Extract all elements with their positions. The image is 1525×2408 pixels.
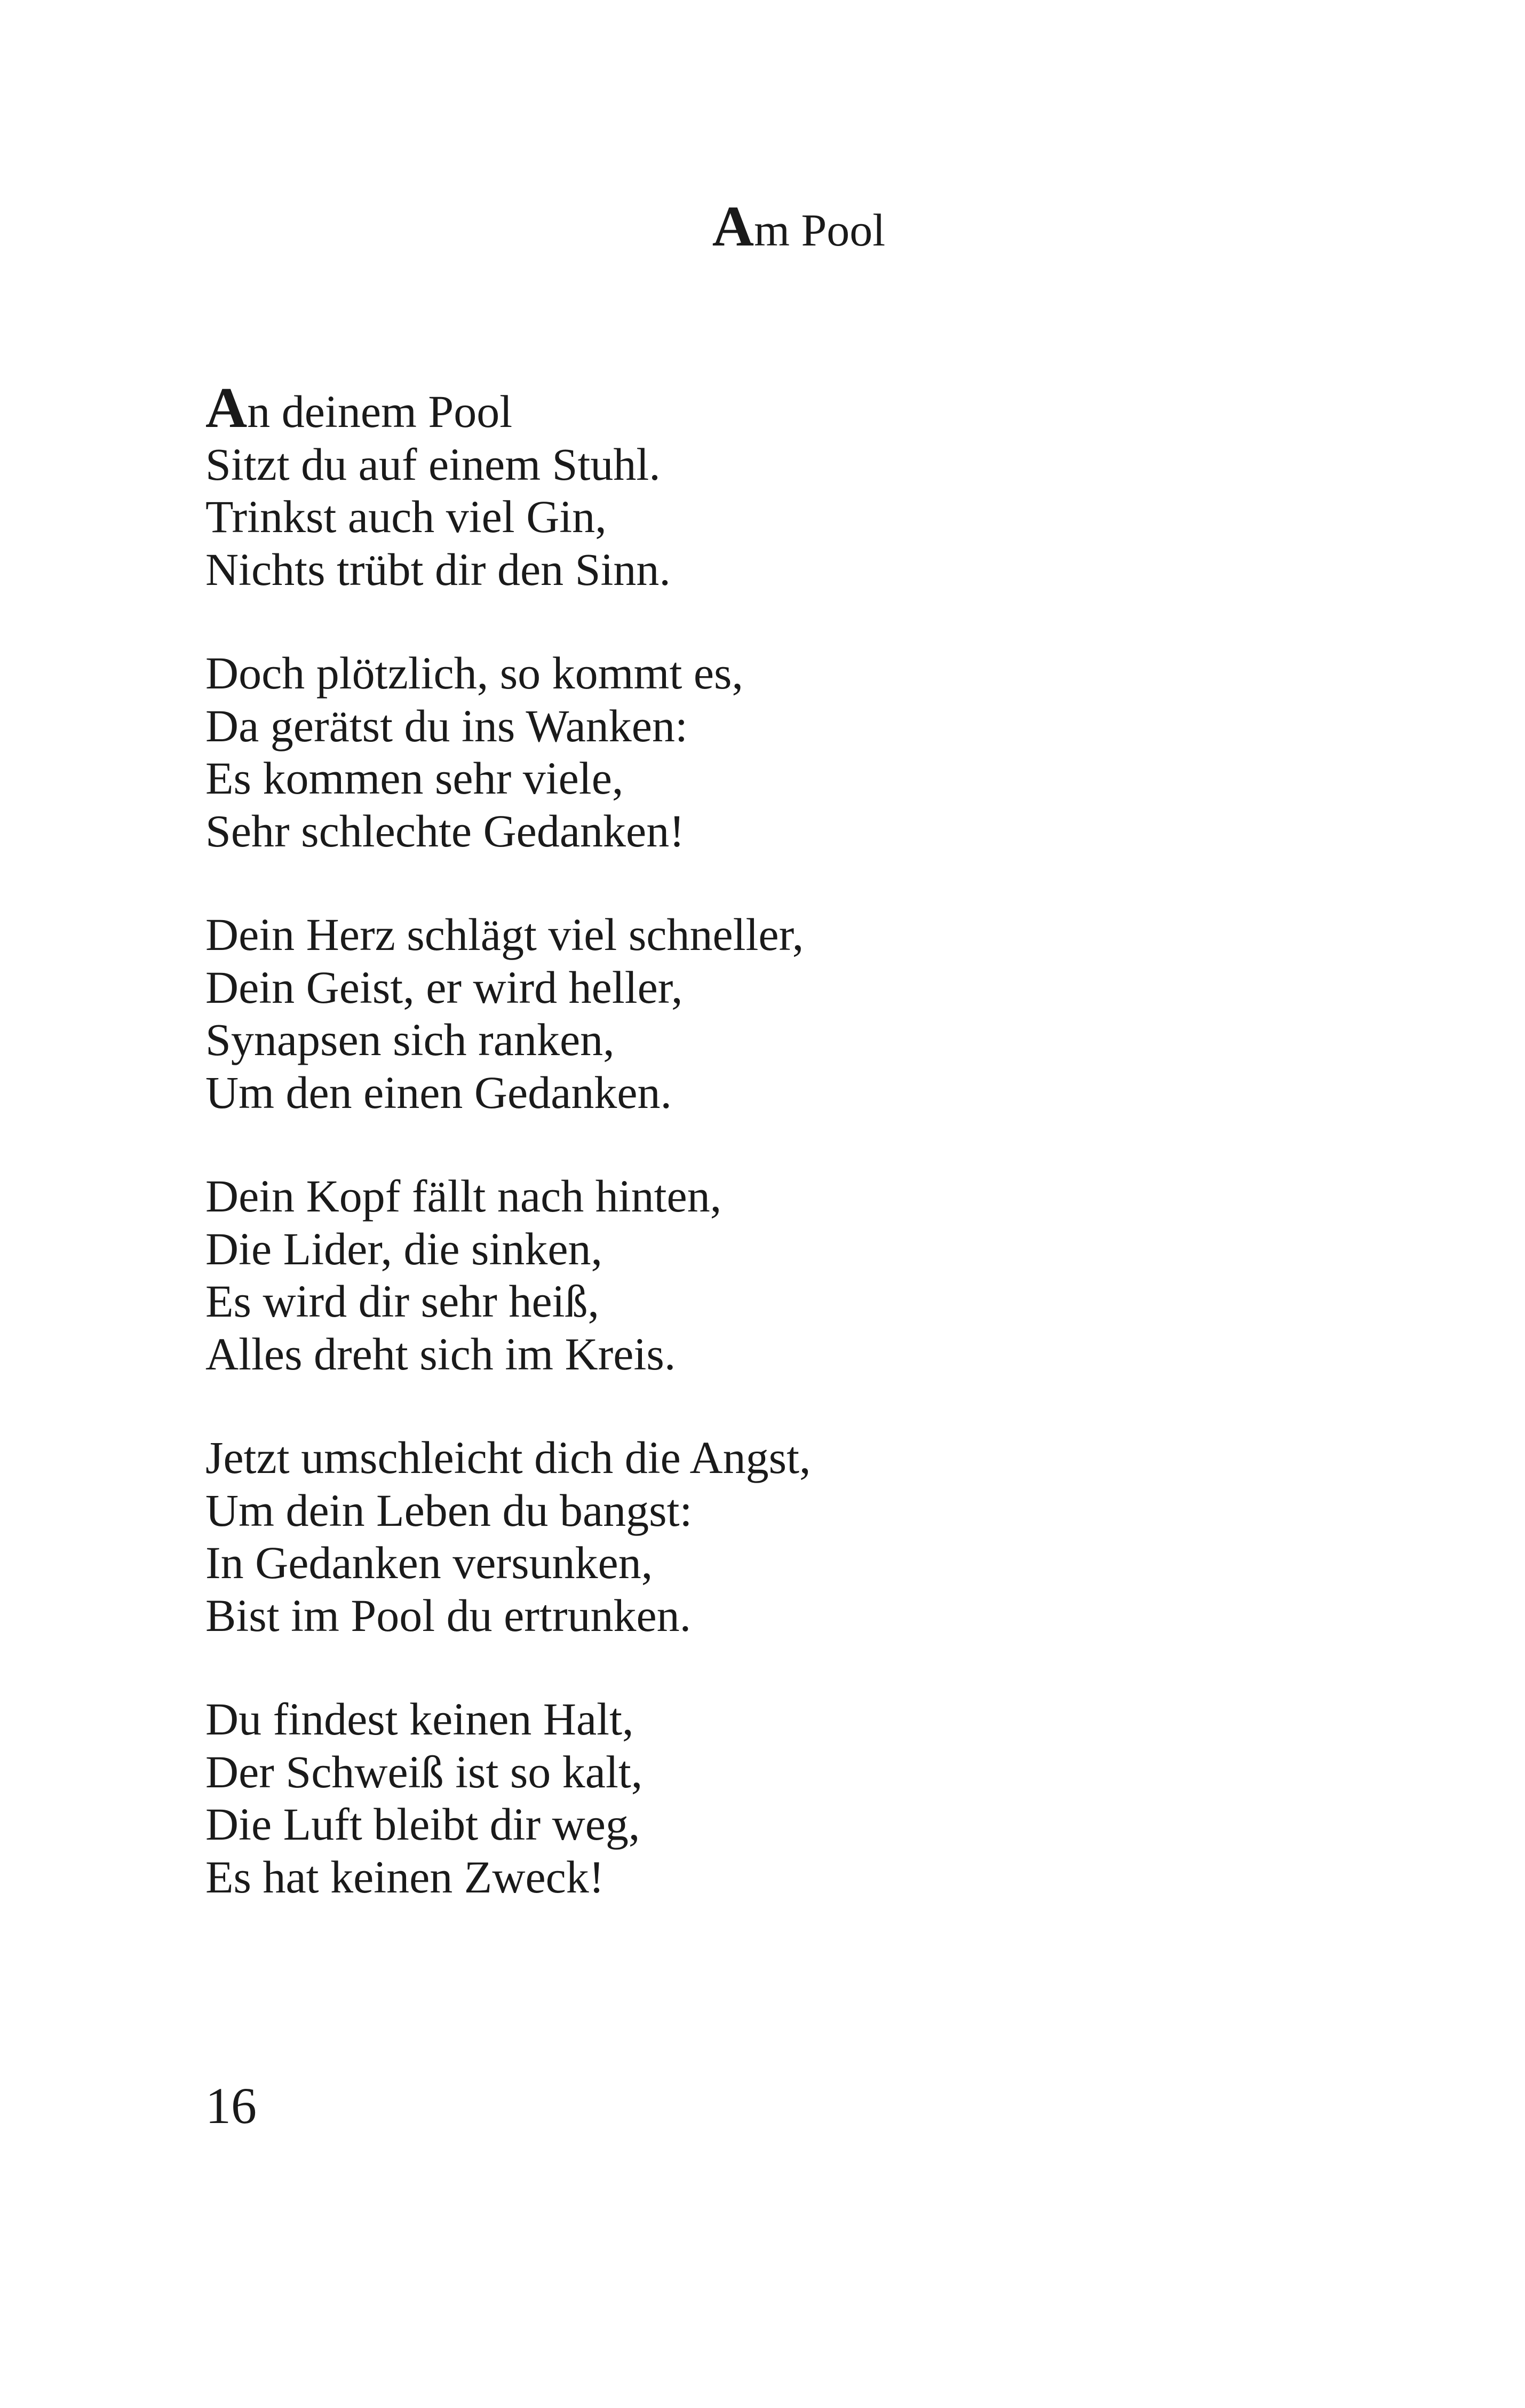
poem-line: Du findest keinen Halt,: [205, 1693, 634, 1745]
stanza-6: [205, 1693, 1379, 1903]
poem-line: Um den einen Gedanken.: [205, 1066, 672, 1118]
poem-line: Es kommen sehr viele,: [205, 752, 624, 804]
poem-line: Es wird dir sehr heiß,: [205, 1276, 600, 1327]
poem-line: Um dein Leben du bangst:: [205, 1484, 693, 1536]
poem-line: Dein Geist, er wird heller,: [205, 961, 683, 1013]
first-line-initial: A: [205, 376, 248, 440]
poem-line: Alles dreht sich im Kreis.: [205, 1328, 676, 1380]
poem-line: In Gedanken versunken,: [205, 1537, 653, 1588]
title-initial: A: [712, 194, 754, 258]
stanza-1: [205, 376, 1379, 596]
page-number: 16: [205, 2077, 257, 2134]
poem-title: [0, 194, 1525, 262]
poem-line: Jetzt umschleicht dich die Angst,: [205, 1432, 811, 1483]
poem-line: Doch plötzlich, so kommt es,: [205, 647, 743, 699]
poem-line: Die Luft bleibt dir weg,: [205, 1799, 640, 1850]
poem-line: Sehr schlechte Gedanken!: [205, 805, 685, 857]
poem-line: Synapsen sich ranken,: [205, 1014, 615, 1065]
poem-line: Der Schweiß ist so kalt,: [205, 1746, 643, 1797]
poem-line: Da gerätst du ins Wanken:: [205, 700, 688, 751]
poem-line: Nichts trübt dir den Sinn.: [205, 543, 671, 595]
poem-line: Trinkst auch viel Gin,: [205, 491, 607, 542]
poem-line: Es hat keinen Zweck!: [205, 1851, 605, 1903]
first-line-rest: n deinem Pool: [247, 386, 513, 437]
stanza-2: [205, 647, 1379, 857]
poem-line: Dein Kopf fällt nach hinten,: [205, 1170, 722, 1222]
poem-body: [205, 376, 1379, 1954]
poem-line: Die Lider, die sinken,: [205, 1223, 603, 1274]
poem-line: Dein Herz schlägt viel schneller,: [205, 909, 804, 960]
stanza-5: [205, 1431, 1379, 1642]
stanza-4: [205, 1170, 1379, 1380]
poem-line: [205, 376, 1379, 440]
poem-line: Bist im Pool du ertrunken.: [205, 1589, 692, 1641]
poem-line: Sitzt du auf einem Stuhl.: [205, 438, 661, 490]
stanza-3: [205, 908, 1379, 1119]
title-rest: m Pool: [754, 204, 886, 256]
